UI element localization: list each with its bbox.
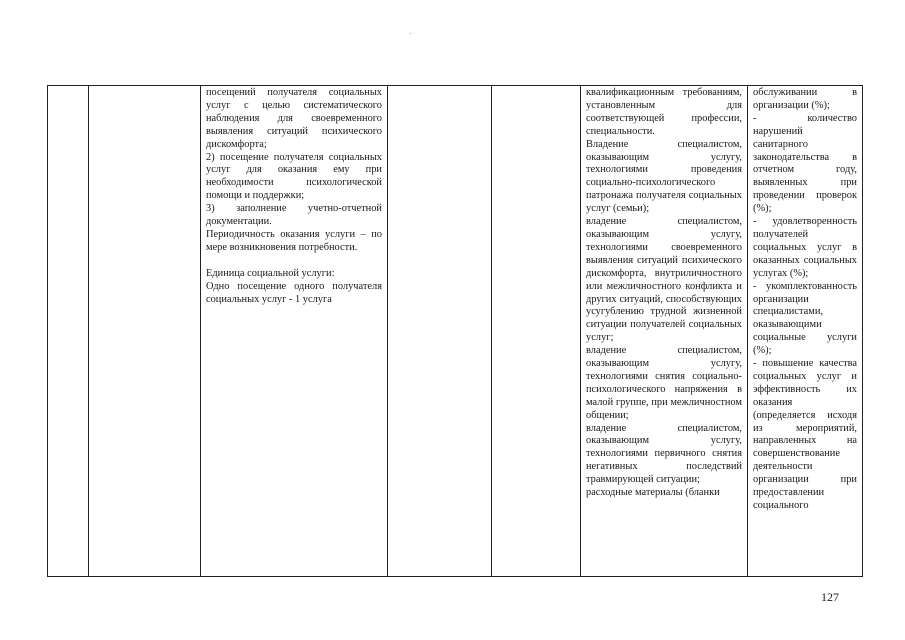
services-table [47, 85, 863, 577]
conditions-paragraph: владение специалистом, оказывающим услугу, технологиями своевременного выявления ситуаций психического дискомфорта, внутриличностного или межличностного конфликта и других ситуаций, способствующих усугублению трудной жизненной ситуации получателей социальных услуг; [586, 216, 742, 344]
table-cell-service-description [201, 86, 388, 577]
description-paragraph: Единица социальной услуги: [206, 267, 335, 279]
description-paragraph: Одно посещение одного получателя социальных услуг - 1 услуга [206, 280, 382, 305]
table-cell-number [48, 86, 89, 577]
table-row [48, 86, 863, 577]
description-paragraph: 2) посещение получателя социальных услуг для оказания ему при необходимости психологической помощи и поддержки; [206, 151, 382, 202]
indicator-paragraph: - удовлетворенность получателей социальных услуг в оказанных социальных услугах (%); [753, 216, 857, 279]
conditions-paragraph: владение специалистом, оказывающим услугу, технологиями снятия социально-психологического напряжения в малой группе, при межличностном общении; [586, 345, 742, 421]
scan-speck [410, 33, 411, 34]
indicator-paragraph: - количество нарушений санитарного законодательства в отчетном году, выявленных при проведении проверок (%); [753, 112, 857, 215]
table-cell-service-name [89, 86, 201, 577]
indicator-paragraph: - повышение качества социальных услуг и эффективность их оказания (определяется исходя из мероприятий, направленных на совершенствование деятельности организации при предоставлении социального [753, 358, 857, 511]
table-cell-quality-indicators [748, 86, 863, 577]
conditions-paragraph: расходные материалы (бланки [586, 487, 720, 499]
conditions-paragraph: Владение специалистом, оказывающим услугу, технологиями проведения социально-психологического патронажа получателя социальных услуг (семьи); [586, 138, 742, 215]
description-paragraph: посещений получателя социальных услуг с целью систематического наблюдения для своевременного выявления ситуаций психического дискомфорта; [206, 87, 382, 150]
table-cell-timing [388, 86, 492, 577]
page-number: 127 [821, 590, 839, 604]
indicator-paragraph: обслуживании в организации (%); [753, 87, 857, 111]
table-cell-norms [492, 86, 581, 577]
conditions-paragraph: владение специалистом, оказывающим услугу, технологиями первичного снятия негативных последствий травмирующей ситуации; [586, 422, 742, 486]
conditions-paragraph: квалификационным требованиям, установленным для соответствующей профессии, специальности. [586, 87, 742, 137]
description-paragraph: 3) заполнение учетно-отчетной документации. [206, 203, 382, 228]
table-cell-conditions [581, 86, 748, 577]
description-paragraph: Периодичность оказания услуги – по мере возникновения потребности. [206, 228, 382, 253]
indicator-paragraph: - укомплектованность организации специалистами, оказывающими социальные услуги (%); [753, 280, 857, 357]
